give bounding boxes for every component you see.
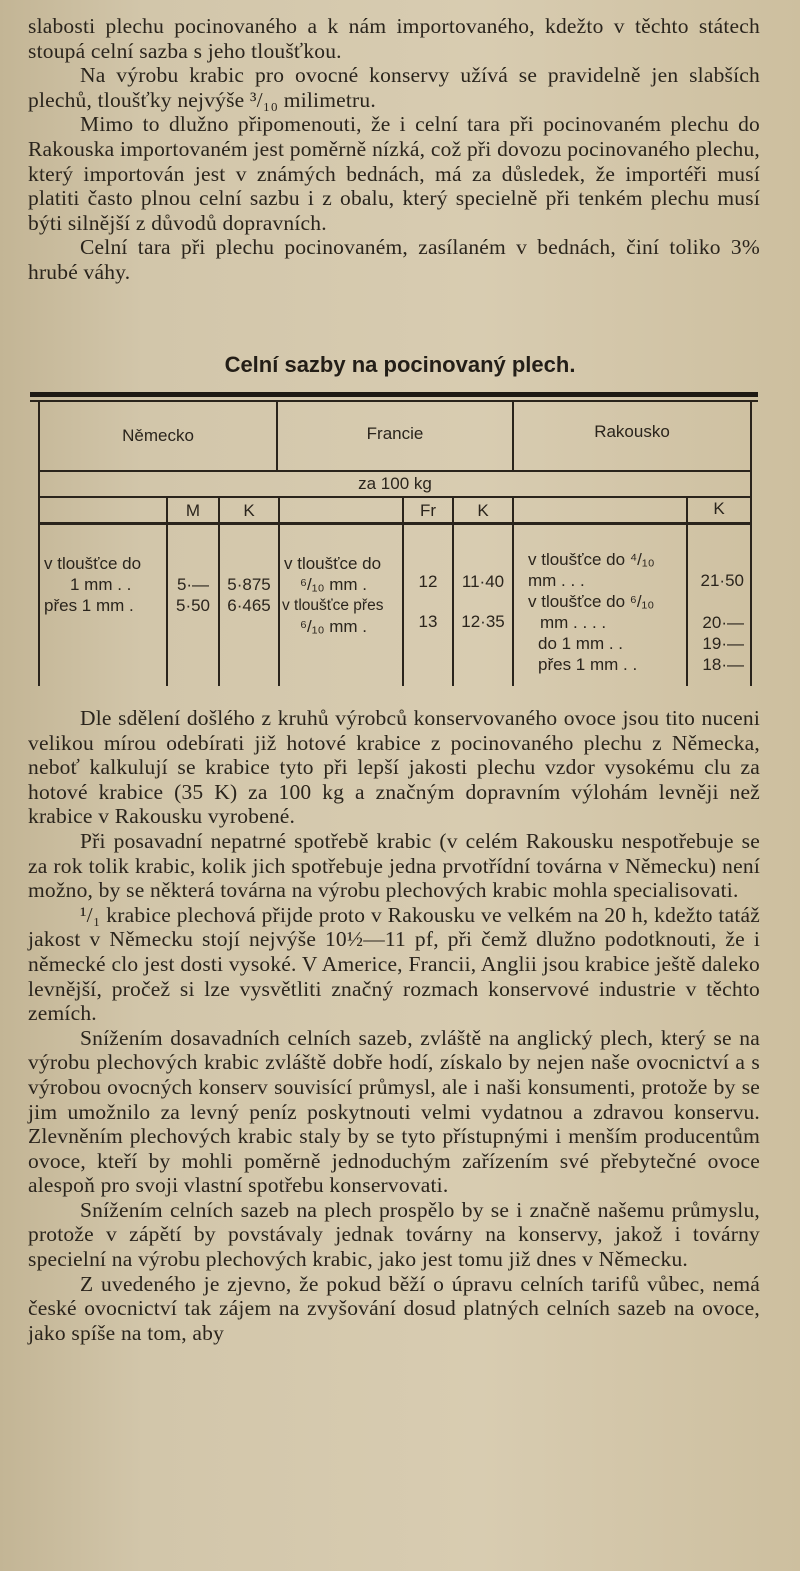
paragraph: Celní tara při plechu pocinovaném, zasílaném v bednách, činí toliko 3% hrubé váhy. [28,235,760,284]
header-austria: Rakousko [594,422,670,441]
paragraph: Dle sdělení došlého z kruhů výrobců konservovaného ovoce jsou tito nuceni velikou mírou odebírati již hotové krabice z pocinovaného plechu z Německa, neboť kalkulují se krabice tyto při lepší jakosti plechu vzdor vysokému clu za hotové krabice (35 K) za 100 kg a značným dopravním výlohám levněji než krabice v Rakousku vyrobené. [28,706,760,829]
germany-k-value: 6·465 [227,596,271,615]
currency-germany-k: K [243,501,255,520]
table-vline [512,496,514,686]
paragraph: ¹/₁ krabice plechová přijde proto v Rakousku ve velkém na 20 h, kdežto tatáž jakost v Německu stojí nejvýše 10½—11 pf, při čemž dlužno podotknouti, že i německé clo jest dosti vysoké. V Americe, Francii, Anglii jsou krabice ještě daleko levnější, pročež si lze vysvětliti značný rozmach konservové industrie v těchto zemích. [28,902,760,1026]
bottom-text-section [28,706,760,1345]
paragraph: slabosti plechu pocinovaného a k nám importovaného, kdežto v těchto státech stoupá celní sazba s jeho tloušťkou. [28,14,760,63]
france-label: v tloušťce přes [282,597,384,614]
austria-k-value: 19·— [702,634,744,653]
germany-label: v tloušťce do [44,554,142,573]
austria-label: mm . . . [528,571,585,590]
austria-k-value: 18·— [702,655,744,674]
germany-label: přes 1 mm . [44,596,134,615]
paragraph: Snížením dosavadních celních sazeb, zvláště na anglický plech, který se na výrobu plechových krabic zvláště dobře hodí, získalo by nejen naše ovocnictví a s výrobou ovocných konserv souvisící průmysl, ale i naši konsumenti, protože by se jim umožnilo za levný peníz poskytnouti velmi vydatnou a zdravou konservu. Zlevněním plechových krabic staly by se tyto přístupnými i menším producentům ovoce, kteří by mohli poměrně jednoduchým zařízením své přebytečné ovoce alespoň pro svoji vlastní spotřebu konservovati. [28,1025,760,1198]
austria-label: v tloušťce do ⁴/₁₀ [528,550,655,569]
germany-k-value: 5·875 [227,575,271,594]
austria-k-value: 21·50 [700,571,744,590]
france-fr-value: 12 [418,572,438,591]
france-label: ⁶/₁₀ mm . [300,617,368,636]
tariff-table [30,392,758,692]
header-france: Francie [366,424,424,443]
table-rule [40,522,750,525]
currency-france-k: K [477,501,489,520]
paragraph: Mimo to dlužno připomenouti, že i celní tara při pocinovaném plechu do Rakouska importovaném jest poměrně nízká, což při dovozu pocinovaného plechu, který importován jest v známých bednách, má za důsledek, že importéři musí platiti často plnou celní sazbu i z obalu, který specielně při tenkém plechu musí býti silnější z důvodů dopravních. [28,112,760,235]
germany-label: 1 mm . . [70,575,132,594]
austria-label: do 1 mm . . [538,634,624,653]
austria-k-value: 20·— [702,613,744,632]
unit-row: za 100 kg [358,474,432,493]
germany-m-value: 5·— [176,575,210,594]
table-rule [40,496,750,498]
paragraph: Z uvedeného je zjevno, že pokud běží o úpravu celních tarifů vůbec, nemá české ovocnictví tak zájem na zvyšování dosud platných celních sazeb na ovoce, jako spíše na tom, aby [28,1271,760,1345]
france-label: v tloušťce do [284,554,382,573]
germany-m-value: 5·50 [175,596,211,615]
table-vline [278,496,280,686]
currency-austria-k: K [713,499,725,518]
table-rule [30,400,758,402]
france-fr-value: 13 [418,612,438,631]
paragraph: Při posavadní nepatrné spotřebě krabic (v celém Rakousku nespotřebuje se za rok tolik krabic, kolik jich spotřebuje jedna prvotřídní továrna v Německu) není možno, by se některá továrna na výrobu plechových krabic mohla specialisovati. [28,828,760,903]
table-title: Celní sazby na pocinovaný plech. [224,352,576,377]
france-k-value: 12·35 [461,612,505,631]
france-k-value: 11·40 [461,572,505,591]
table-rule [40,470,750,472]
table-top-rule [30,392,758,397]
currency-france-fr: Fr [419,501,437,520]
paragraph: Na výrobu krabic pro ovocné konservy užívá se pravidelně jen slabších plechů, tloušťky nejvýše ³/₁₀ milimetru. [28,63,760,112]
table-vline [750,400,752,686]
currency-germany-m: M [185,501,201,520]
austria-label: v tloušťce do ⁶/₁₀ [528,592,655,611]
paragraph: Snížením celních sazeb na plech prospělo by se i značně našemu průmyslu, protože v zápětí by povstávaly jednak továrny na konservy, jakož i továrny specielní na výrobu plechových krabic, jako jest tomu již dnes v Německu. [28,1197,760,1272]
france-label: ⁶/₁₀ mm . [300,575,368,594]
header-germany: Německo [122,426,194,445]
austria-label: mm . . . . [540,613,607,632]
austria-label: přes 1 mm . . [538,655,638,674]
top-text-section [28,14,760,285]
